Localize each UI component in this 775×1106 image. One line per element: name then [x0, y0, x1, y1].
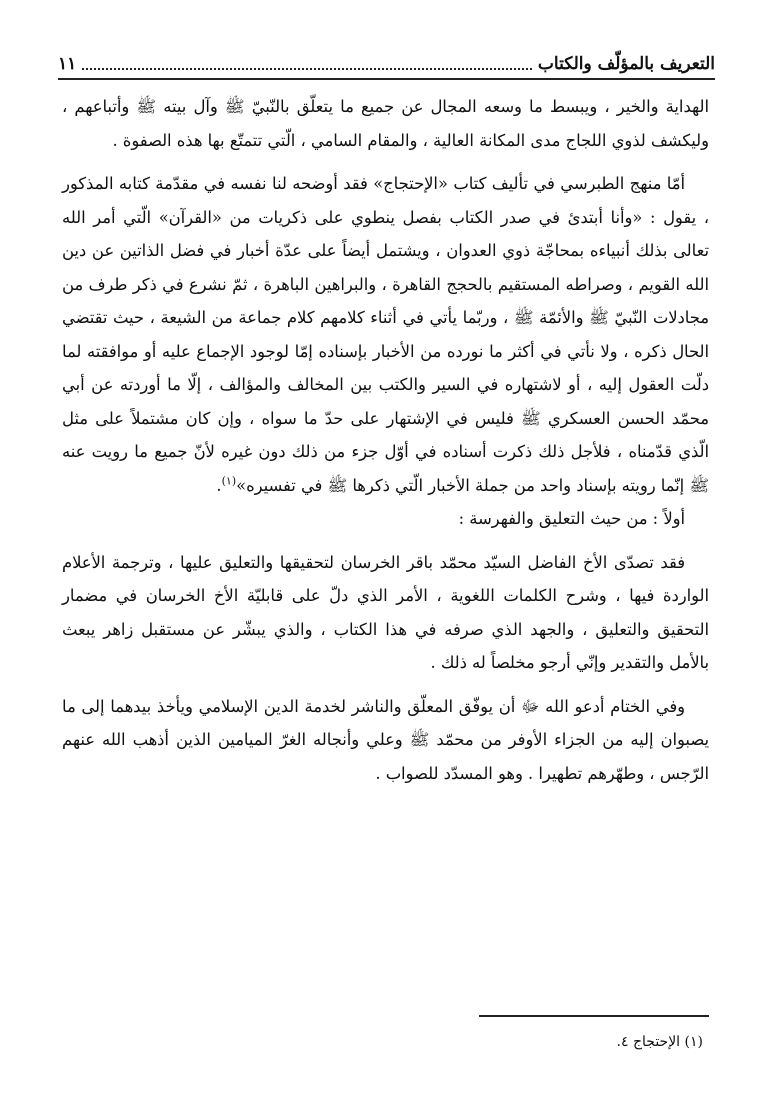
footnote	[617, 1032, 703, 1052]
paragraph-4-text: وفي الختام أدعو الله ﷻ أن يوفّق المعلّق والناشر لخدمة الدين الإسلامي ويأخذ بيدهما إلى ما يصبوان إليه من الجزاء الأوفر من محمّد ﷺ وعلي وأنجاله الغرّ الميامين الذين أذهب الله عنهم الرّجس ، وطهّرهم تطهيرا . وهو المسدّد للصواب .	[62, 696, 709, 783]
header-dot-leader	[82, 68, 532, 70]
page-number: ١١	[58, 54, 77, 74]
footnote-reference[interactable]: (١)	[221, 474, 237, 488]
running-header	[58, 40, 715, 76]
footnote-rule	[479, 1015, 709, 1017]
header-rule	[58, 78, 715, 80]
paragraph-1	[62, 90, 709, 157]
paragraph-2	[62, 167, 709, 502]
paragraph-3	[62, 546, 709, 680]
body-text	[62, 90, 709, 790]
running-header-title: التعريف بالمؤلّف والكتاب	[537, 54, 715, 74]
paragraph-3-text: فقد تصدّى الأخ الفاضل السيّد محمّد باقر الخرسان لتحقيقها والتعليق عليها ، وترجمة الأعلام الواردة فيها ، وشرح الكلمات اللغوية ، الأمر الذي دلّ على قابليّة الأخ الخرسان في مضمار التحقيق والتعليق ، والجهد الذي صرفه في هذا الكتاب ، والذي يبشّر عن مستقبل زاهر يبعث بالأمل والتقدير وإنّي أرجو مخلصاً له ذلك .	[62, 552, 709, 672]
section-heading	[62, 502, 709, 536]
section-heading-text: أولاً : من حيث التعليق والفهرسة :	[458, 509, 685, 528]
paragraph-4	[62, 690, 709, 791]
paragraph-2-text: أمّا منهج الطبرسي في تأليف كتاب «الإحتجاج» فقد أوضحه لنا نفسه في مقدّمة كتابه المذكور ، يقول : «وأنا أبتدئ في صدر الكتاب بفصل ينطوي على ذكريات من «القرآن» الّتي أمر الله تعالى بذلك أنبياءه بمحاجّة ذوي العدوان ، ويشتمل أيضاً على عدّة أخبار في فضل الذاتين عن دين الله القويم ، وصراطه المستقيم بالحجج القاهرة ، والبراهين الباهرة ، ثمّ نشرع في ذكر طرف من مجادلات النّبيّ ﷺ والأئمّة ﷺ ، وربّما يأتي في أثناء كلامهم كلام جماعة من الشيعة ، حيث تقتضي الحال ذكره ، ولا نأتي في أكثر ما نورده من الأخبار بإسناده إمّا لوجود الإجماع عليه أو موافقته لما دلّت العقول إليه ، أو لاشتهاره في السير والكتب بين المخالف والمؤالف ، إلّا ما أوردته عن أبي محمّد الحسن العسكري ﷺ فليس في الإشتهار على حدّ ما سواه ، وإن كان مشتملاً على مثل الّذي قدّمناه ، فلأجل ذلك ذكرت أسناده في أوّل جزء من ذلك دون غيره لأنّ جميع ما رويت عنه ﷺ إنّما رويته بإسناد واحد من جملة الأخبار الّتي ذكرها ﷺ في تفسيره»	[62, 174, 709, 495]
paragraph-2-tail: .	[216, 475, 222, 495]
paragraph-1-text: الهداية والخير ، ويبسط ما وسعه المجال عن جميع ما يتعلّق بالنّبيّ ﷺ وآل بيته ﷺ وأتباعهم ، وليكشف لذوي اللجاج مدى المكانة العالية ، والمقام السامي ، الّتي تتمتّع بها هذه الصفوة .	[62, 97, 709, 150]
footnote-text: (١) الإحتجاج ٤.	[616, 1034, 703, 1050]
